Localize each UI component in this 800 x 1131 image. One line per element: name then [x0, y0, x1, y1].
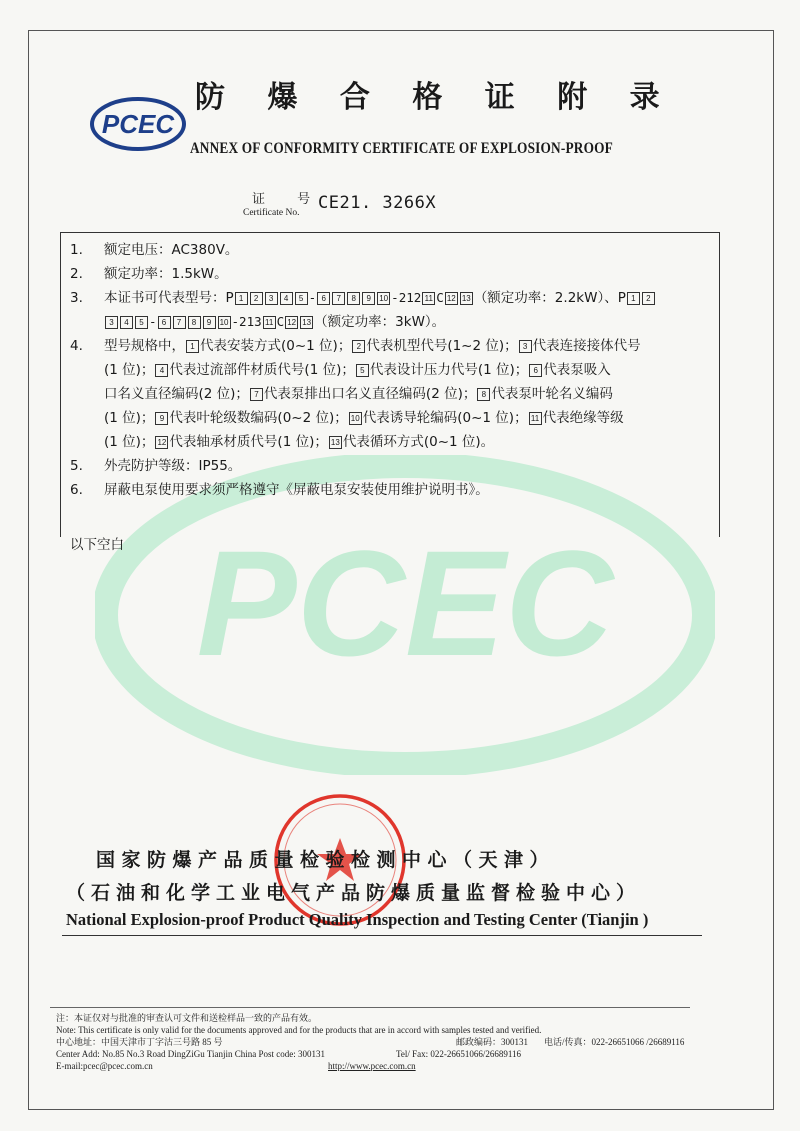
model-code-b-head: 1 2	[626, 290, 656, 305]
note-line: E-mail:pcec@pcec.com.cn http://www.pcec.com.cn	[56, 1061, 416, 1071]
center-name-en: National Explosion-proof Product Quality Inspection and Testing Center (Tianjin )	[66, 910, 649, 929]
item-text	[104, 286, 720, 334]
model-code-b: 3 4 5 - 6 7 8 9 10 -213 11 C 12 13	[104, 314, 314, 329]
item-text: 额定电压：AC380V。	[104, 242, 239, 258]
svg-text:PCEC: PCEC	[196, 519, 614, 687]
logo-text: PCEC	[101, 109, 175, 139]
list-item	[70, 454, 720, 478]
divider	[50, 1007, 690, 1008]
list-item	[70, 478, 720, 502]
list-item	[70, 238, 720, 262]
item-text: 外壳防护等级：IP55。	[104, 458, 242, 474]
website-link: http://www.pcec.com.cn	[328, 1061, 416, 1071]
note-line: 中心地址：中国天津市丁字沽三号路 85 号 邮政编码：300131 电话/传真：022-26651066 /26689116	[56, 1037, 685, 1047]
document-subtitle: ANNEX OF CONFORMITY CERTIFICATE OF EXPLOSION-PROOF	[190, 140, 613, 157]
list-item	[70, 334, 720, 454]
item-number: 4.	[70, 338, 83, 354]
item-text: 屏蔽电泵使用要求须严格遵守《屏蔽电泵安装使用维护说明书》。	[104, 482, 489, 498]
blank-below-note: 以下空白	[70, 537, 124, 553]
pcec-logo	[88, 95, 188, 153]
model-code-a: 1 2 3 4 5 - 6 7 8 9 10 -212 11 C 12 13	[234, 290, 474, 305]
item-text: 额定功率：1.5kW。	[104, 266, 228, 282]
model-prefix: 本证书可代表型号：P	[104, 290, 234, 306]
item-number: 6.	[70, 482, 83, 498]
certificate-label-cn: 证 号	[252, 192, 325, 207]
item-number: 3.	[70, 290, 83, 306]
certificate-label-en: Certificate No.	[243, 208, 300, 218]
list-item	[70, 262, 720, 286]
list-item	[70, 286, 720, 334]
item-number: 2.	[70, 266, 83, 282]
item-list	[70, 238, 720, 502]
footer-notes	[56, 1012, 716, 1072]
model-suffix-b: （额定功率：3kW）。	[314, 314, 446, 330]
item-number: 5.	[70, 458, 83, 474]
center-name-cn: 国家防爆产品质量检验检测中心（天津）	[96, 849, 556, 871]
item-number: 1.	[70, 242, 83, 258]
model-suffix-a: （额定功率：2.2kW）、P	[473, 290, 626, 306]
certificate-number: CE21. 3266X	[318, 193, 437, 213]
document-title: 防 爆 合 格 证 附 录	[195, 80, 676, 115]
note-line: 注：本证仅对与批准的审查认可文件和送检样品一致的产品有效。	[56, 1013, 318, 1023]
item-text: 型号规格中， 1 代表安装方式(0~1 位)； 2 代表机型代号(1~2 位)； 3 代表连接接体代号 (1 位)； 4 代表过流部件材质代号(1 位)； 5 代表设计压力代号(1 位)； 6 代表泵吸入 口名义直径编码(2 位)； 7 代表泵排出口名义直径编码(2 位)； 8 代表泵叶轮名义编码 (1 位)； 9 代表叶轮级数编码(0~2 位)； 10 代表诱导轮编码(0~1 位)； 11 代表绝缘等级 (1 位)； 12 代表轴承材质代号(1 位)； 13 代表循环方式(0~1 位)。	[104, 338, 641, 450]
note-line: Note: This certificate is only valid for the documents approved and for the products that are in accord with samples tested and verified.	[56, 1025, 542, 1035]
divider	[62, 935, 702, 936]
center-name-cn-sub: （石油和化学工业电气产品防爆质量监督检验中心）	[66, 882, 642, 904]
note-line: Center Add: No.85 No.3 Road DingZiGu Tianjin China Post code: 300131 Tel/ Fax: 022-26651066/26689116	[56, 1049, 522, 1059]
